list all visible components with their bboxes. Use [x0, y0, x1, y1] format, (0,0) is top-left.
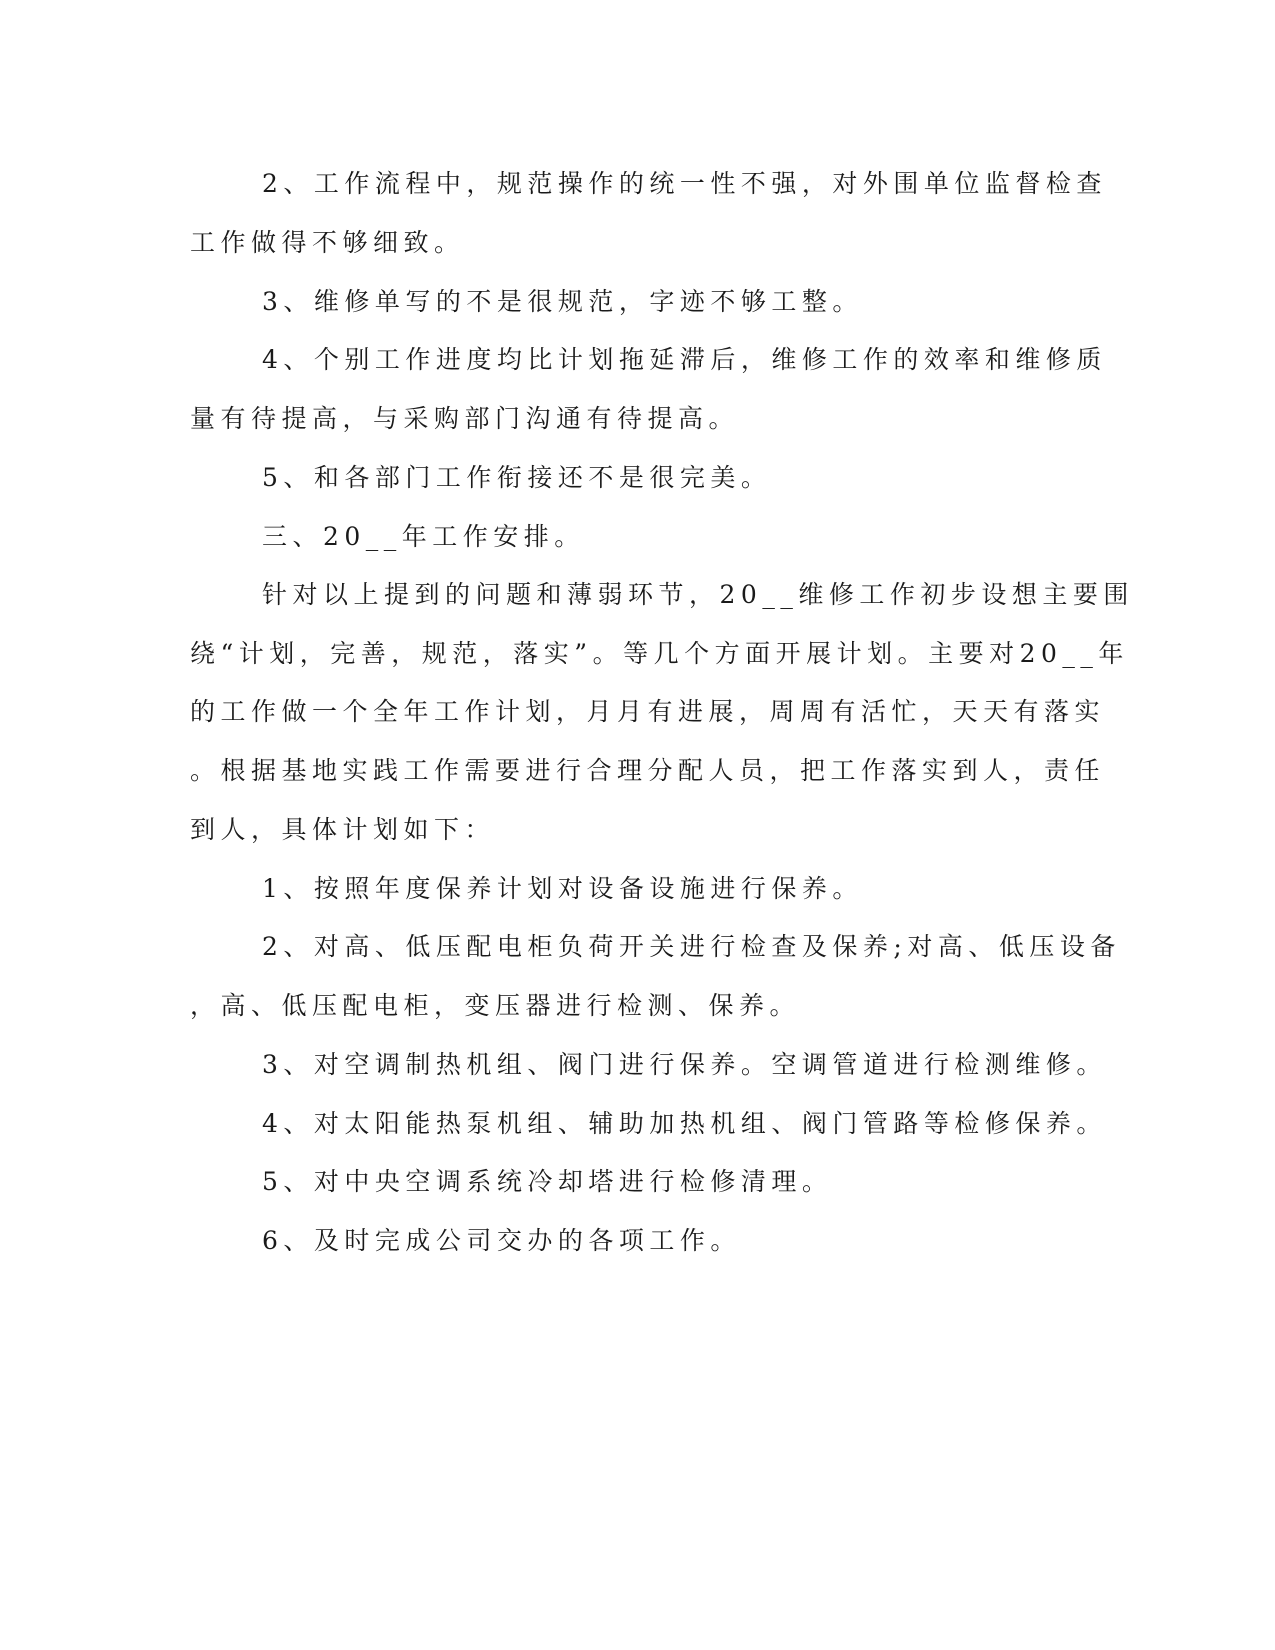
text-line: 到人，具体计划如下： [190, 815, 496, 844]
text-line: ，高、低压配电柜，变压器进行检测、保养。 [190, 991, 801, 1020]
section-heading: 三、20__年工作安排。 [262, 522, 585, 551]
text-line: 绕“计划，完善，规范，落实”。等几个方面开展计划。主要对20__年 [190, 639, 1129, 668]
text-line: 量有待提高，与采购部门沟通有待提高。 [190, 404, 740, 433]
text-line: 5、和各部门工作衔接还不是很完美。 [262, 463, 772, 492]
text-line: 6、及时完成公司交办的各项工作。 [262, 1226, 741, 1255]
text-line: 2、对高、低压配电柜负荷开关进行检查及保养;对高、低压设备 [262, 932, 1121, 961]
text-line: 3、维修单写的不是很规范，字迹不够工整。 [262, 287, 863, 316]
text-line: 1、按照年度保养计划对设备设施进行保养。 [262, 874, 863, 903]
text-line: 5、对中央空调系统冷却塔进行检修清理。 [262, 1167, 833, 1196]
text-line: 3、对空调制热机组、阀门进行保养。空调管道进行检测维修。 [262, 1050, 1107, 1079]
text-line: 针对以上提到的问题和薄弱环节，20__维修工作初步设想主要围 [262, 580, 1134, 609]
text-line: 4、对太阳能热泵机组、辅助加热机组、阀门管路等检修保养。 [262, 1109, 1107, 1138]
text-line: 4、个别工作进度均比计划拖延滞后，维修工作的效率和维修质 [262, 345, 1107, 374]
text-line: 2、工作流程中，规范操作的统一性不强，对外围单位监督检查 [262, 169, 1107, 198]
text-line: 的工作做一个全年工作计划，月月有进展，周周有活忙，天天有落实 [190, 697, 1106, 726]
text-line: 。根据基地实践工作需要进行合理分配人员，把工作落实到人，责任 [190, 756, 1106, 785]
text-line: 工作做得不够细致。 [190, 228, 465, 257]
